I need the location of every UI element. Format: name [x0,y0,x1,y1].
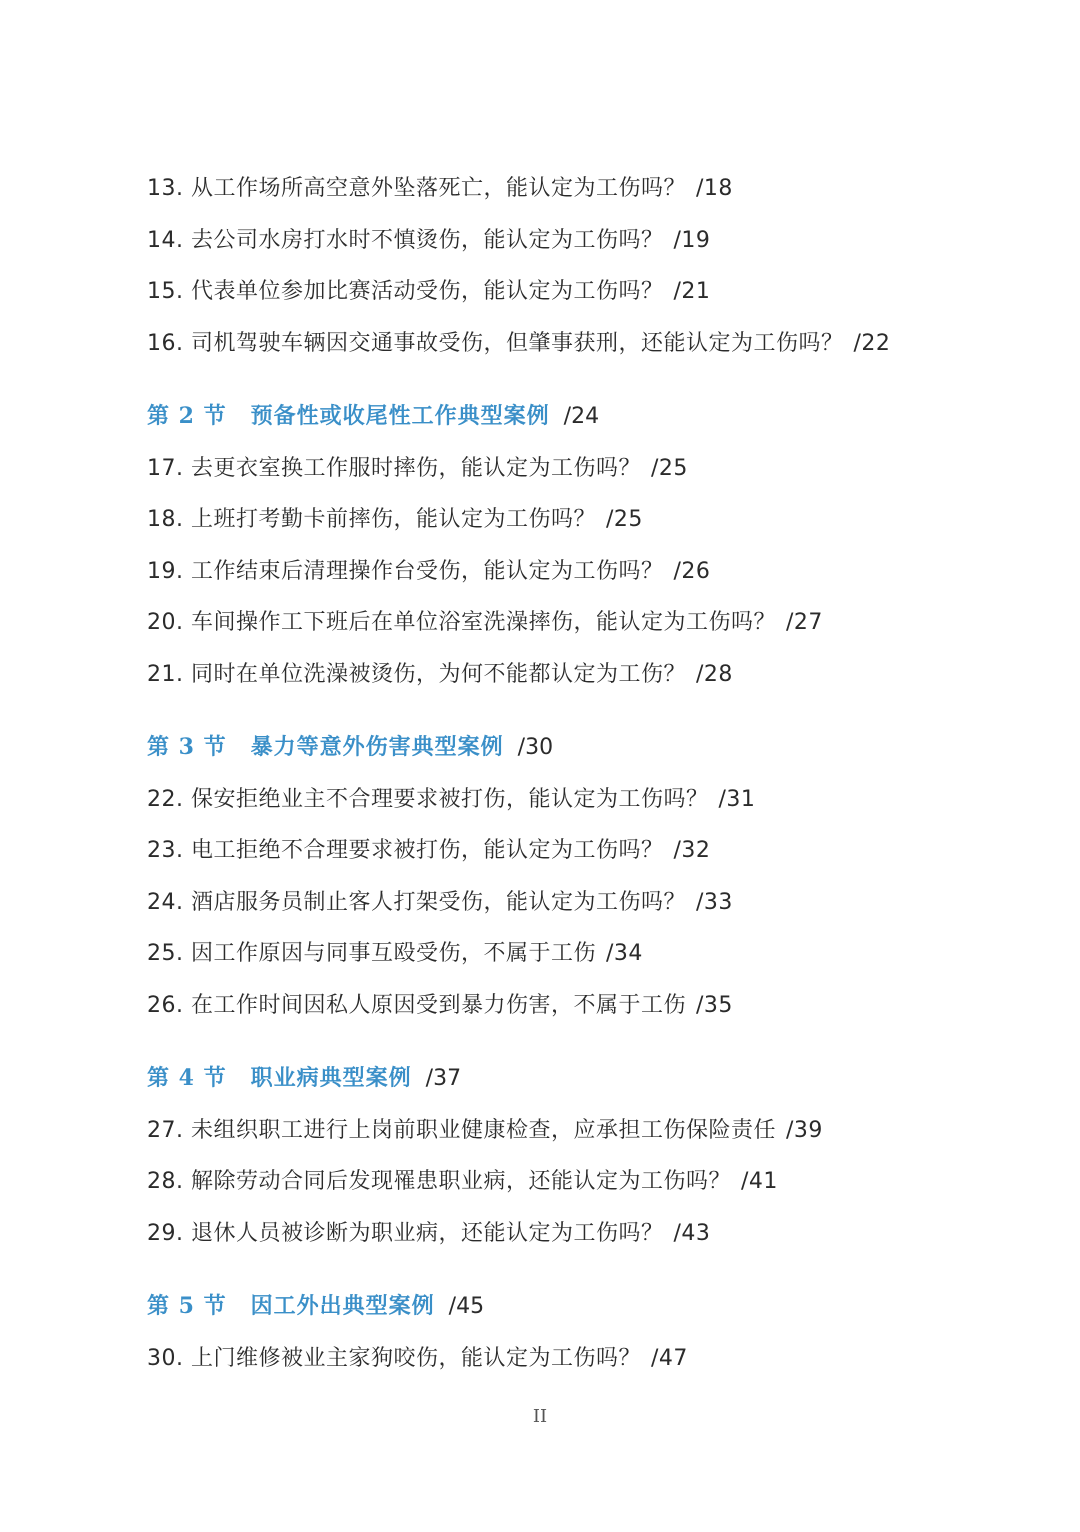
section-page-ref: /45 [448,1294,485,1319]
entry-title: 14. 去公司水房打水时不慎烫伤，能认定为工伤吗？ [147,227,664,253]
entry-page-ref: /25 [650,455,688,481]
entry-page-ref: /35 [695,992,733,1018]
section-page-ref: /30 [517,735,554,760]
page-number: II [532,1406,548,1427]
toc-entry [147,1333,1047,1385]
toc-entry [147,1156,1047,1208]
entry-title: 24. 酒店服务员制止客人打架受伤，能认定为工伤吗？ [147,889,686,915]
section-title: 预备性或收尾性工作典型案例 [250,403,550,429]
toc-entry [147,494,1047,546]
entry-title: 22. 保安拒绝业主不合理要求被打伤，能认定为工伤吗？ [147,786,709,812]
section-number: 第 2 节 [147,403,227,429]
toc-entry [147,266,1047,318]
section-title: 暴力等意外伤害典型案例 [250,734,504,760]
entry-title: 21. 同时在单位洗澡被烫伤，为何不能都认定为工伤？ [147,661,686,687]
toc-entry [147,980,1047,1032]
section-heading [147,391,1047,443]
toc-entry [147,649,1047,701]
entry-title: 25. 因工作原因与同事互殴受伤，不属于工伤 [147,941,596,966]
section-number: 第 5 节 [147,1293,227,1319]
toc-entry [147,825,1047,877]
entry-title: 29. 退休人员被诊断为职业病，还能认定为工伤吗？ [147,1220,664,1246]
toc-entry [147,597,1047,649]
entry-title: 16. 司机驾驶车辆因交通事故受伤，但肇事获刑，还能认定为工伤吗？ [147,330,844,356]
entry-title: 26. 在工作时间因私人原因受到暴力伤害，不属于工伤 [147,992,686,1018]
entry-page-ref: /19 [673,227,711,253]
section-page-ref: /24 [563,404,600,429]
entry-page-ref: /27 [785,610,823,635]
toc-entry [147,163,1047,215]
entry-title: 18. 上班打考勤卡前摔伤，能认定为工伤吗？ [147,507,596,532]
section-number: 第 3 节 [147,734,227,760]
entry-title: 28. 解除劳动合同后发现罹患职业病，还能认定为工伤吗？ [147,1169,731,1194]
entry-title: 19. 工作结束后清理操作台受伤，能认定为工伤吗？ [147,558,664,584]
section-number: 第 4 节 [147,1065,227,1091]
toc-entry [147,928,1047,980]
entry-title: 17. 去更衣室换工作服时摔伤，能认定为工伤吗？ [147,455,641,481]
toc-entry [147,546,1047,598]
toc-entry [147,1208,1047,1260]
section-title: 因工外出典型案例 [250,1293,435,1319]
entry-page-ref: /33 [695,889,733,915]
section-heading [147,722,1047,774]
entry-page-ref: /43 [673,1220,711,1246]
entry-page-ref: /31 [718,786,756,812]
entry-page-ref: /18 [695,176,733,201]
toc-entry [147,877,1047,929]
section-title: 职业病典型案例 [250,1065,412,1091]
entry-title: 27. 未组织职工进行上岗前职业健康检查，应承担工伤保险责任 [147,1117,776,1143]
section-page-ref: /37 [425,1066,462,1091]
toc-entry [147,318,1047,370]
toc-entry [147,1105,1047,1157]
table-of-contents [147,163,1047,1384]
entry-page-ref: /32 [673,838,711,863]
entry-title: 13. 从工作场所高空意外坠落死亡，能认定为工伤吗？ [147,176,686,201]
toc-entry [147,215,1047,267]
entry-title: 23. 电工拒绝不合理要求被打伤，能认定为工伤吗？ [147,838,664,863]
entry-page-ref: /41 [740,1169,778,1194]
entry-page-ref: /34 [605,941,643,966]
entry-page-ref: /39 [785,1117,823,1143]
section-heading [147,1281,1047,1333]
entry-page-ref: /47 [650,1345,688,1371]
entry-page-ref: /26 [673,558,711,584]
toc-entry [147,774,1047,826]
section-heading [147,1053,1047,1105]
entry-page-ref: /21 [673,279,711,304]
entry-title: 30. 上门维修被业主家狗咬伤，能认定为工伤吗？ [147,1345,641,1371]
entry-page-ref: /25 [605,507,643,532]
entry-title: 15. 代表单位参加比赛活动受伤，能认定为工伤吗？ [147,279,664,304]
entry-title: 20. 车间操作工下班后在单位浴室洗澡摔伤，能认定为工伤吗？ [147,610,776,635]
toc-entry [147,443,1047,495]
entry-page-ref: /28 [695,661,733,687]
entry-page-ref: /22 [853,330,891,356]
